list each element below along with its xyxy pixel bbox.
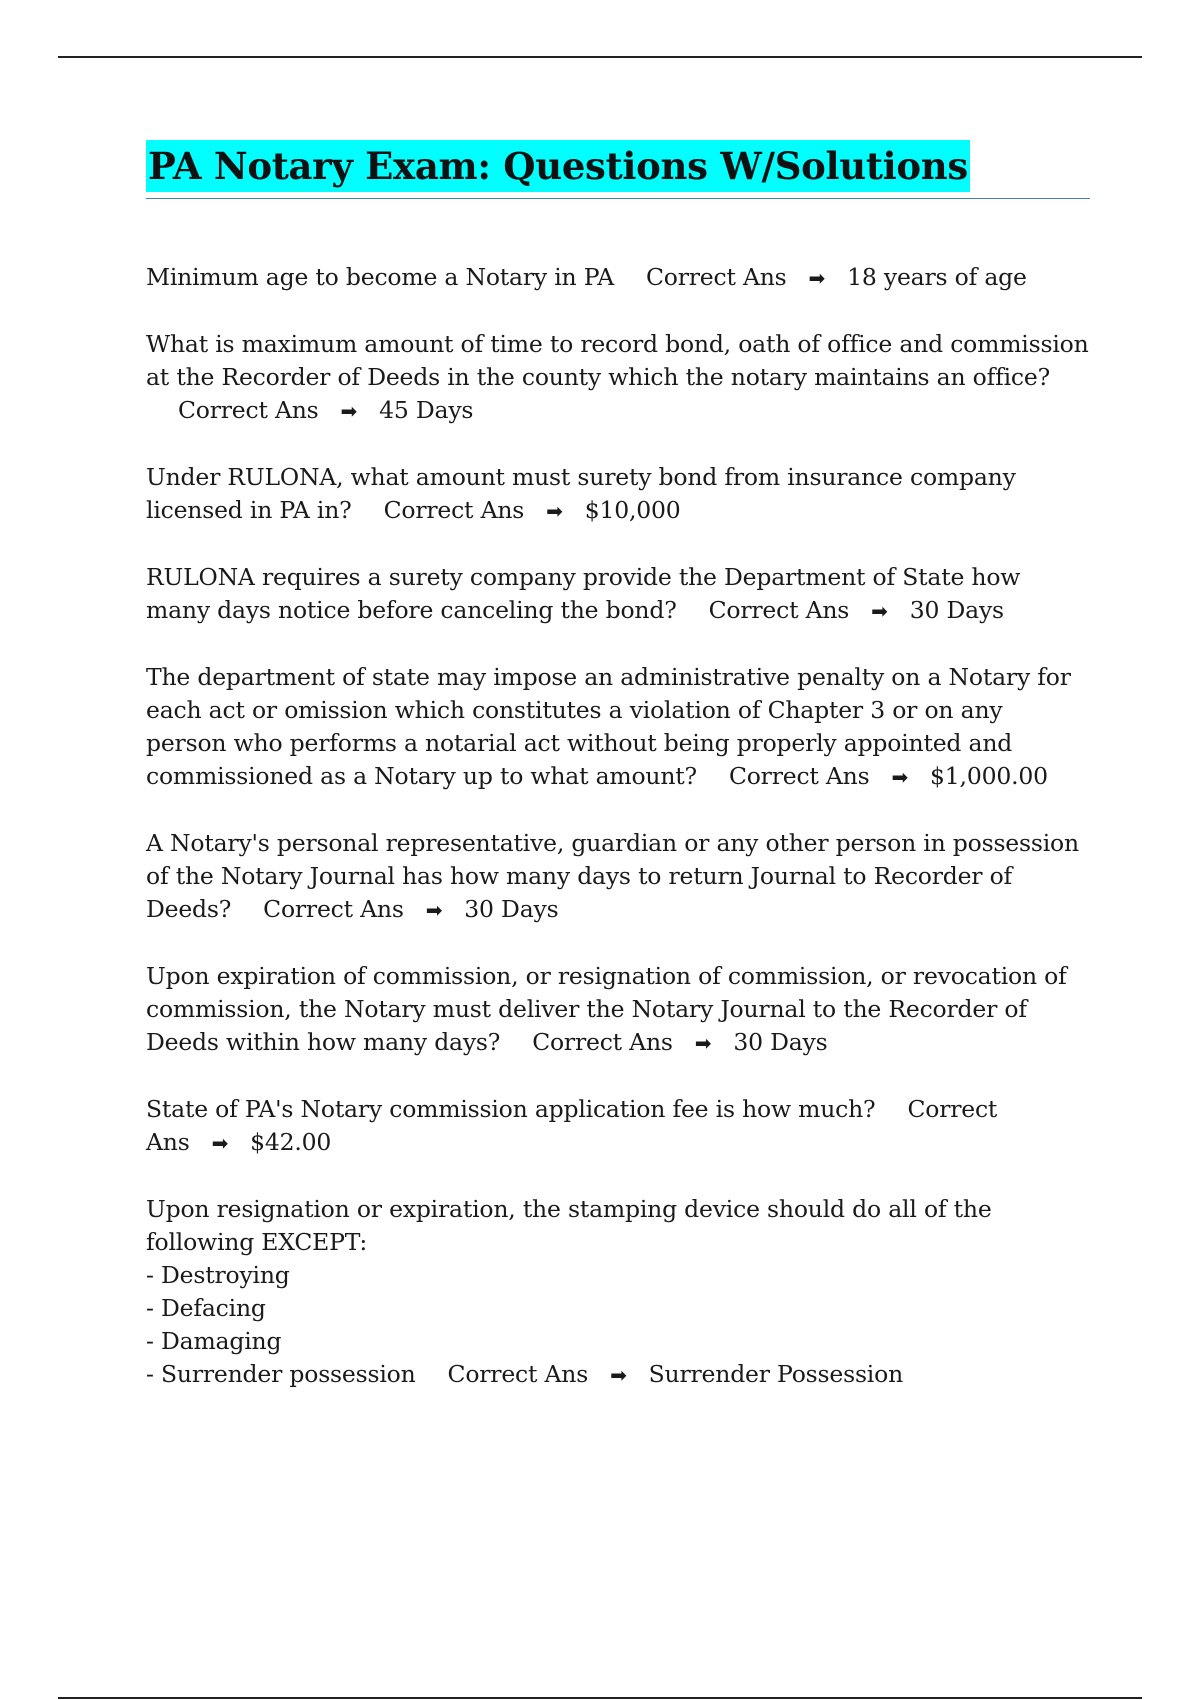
answer-text: 45 Days xyxy=(379,396,474,424)
qa-item xyxy=(146,1193,1090,1392)
title-block xyxy=(146,140,1090,199)
qa-item xyxy=(146,960,1090,1060)
answer-label: Correct Ans xyxy=(263,895,404,923)
arrow-right-icon: ➡ xyxy=(871,599,888,623)
qa-item xyxy=(146,827,1090,927)
qa-item xyxy=(146,1093,1090,1160)
qa-item xyxy=(146,261,1090,295)
question-text: Under RULONA, what amount must surety bond from insurance company licensed in PA in? xyxy=(146,463,1016,524)
question-text: RULONA requires a surety company provide the Department of State how many days notice before canceling the bond? xyxy=(146,563,1021,624)
question-text: What is maximum amount of time to record bond, oath of office and commission at the Recorder of Deeds in the county which the notary maintains an office? xyxy=(146,330,1089,391)
arrow-right-icon: ➡ xyxy=(891,765,909,789)
qa-item xyxy=(146,561,1090,628)
answer-label: Correct Ans xyxy=(178,396,319,424)
arrow-right-icon: ➡ xyxy=(425,898,443,922)
qa-list xyxy=(146,261,1090,1392)
answer-text: $10,000 xyxy=(584,496,681,524)
question-text: Minimum age to become a Notary in PA xyxy=(146,263,614,291)
document-body xyxy=(146,140,1090,1425)
qa-item xyxy=(146,328,1090,428)
answer-text: 18 years of age xyxy=(847,263,1027,291)
page-bottom-rule xyxy=(58,1697,1142,1699)
answer-label: Correct Ans xyxy=(646,263,787,291)
question-text: A Notary's personal representative, guardian or any other person in possession of the Notary Journal has how many days to return Journal to Recorder of Deeds? xyxy=(146,829,1079,923)
answer-label: Correct Ans xyxy=(532,1028,673,1056)
arrow-right-icon: ➡ xyxy=(610,1363,627,1387)
answer-label: Correct Ans xyxy=(383,496,525,524)
answer-text: $1,000.00 xyxy=(930,762,1048,790)
answer-text: Surrender Possession xyxy=(648,1360,904,1388)
answer-text: 30 Days xyxy=(733,1028,828,1056)
question-text: State of PA's Notary commission application fee is how much? xyxy=(146,1095,876,1123)
question-text: The department of state may impose an administrative penalty on a Notary for each act or omission which constitutes a violation of Chapter 3 or on any person who performs a notarial act without being properly appointed and commissioned as a Notary up to what amount? xyxy=(146,663,1071,790)
document-title: PA Notary Exam: Questions W/Solutions xyxy=(146,140,970,192)
answer-text: 30 Days xyxy=(464,895,559,923)
question-text: Upon expiration of commission, or resignation of commission, or revocation of commission, the Notary must deliver the Notary Journal to the Recorder of Deeds within how many days? xyxy=(146,962,1067,1056)
answer-text: $42.00 xyxy=(250,1128,332,1156)
question-text: Upon resignation or expiration, the stamping device should do all of the following EXCEPT: - Destroying - Defacing - Damaging - Surrender possession xyxy=(146,1195,992,1388)
answer-label: Correct Ans xyxy=(708,596,850,624)
page-top-rule xyxy=(58,56,1142,58)
answer-label: Correct Ans xyxy=(728,762,870,790)
arrow-right-icon: ➡ xyxy=(211,1131,229,1155)
answer-label: Correct Ans xyxy=(146,1095,998,1156)
qa-item xyxy=(146,661,1090,794)
arrow-right-icon: ➡ xyxy=(340,399,358,423)
arrow-right-icon: ➡ xyxy=(808,266,826,290)
arrow-right-icon: ➡ xyxy=(546,499,563,523)
arrow-right-icon: ➡ xyxy=(694,1031,712,1055)
answer-label: Correct Ans xyxy=(447,1360,589,1388)
qa-item xyxy=(146,461,1090,528)
answer-text: 30 Days xyxy=(909,596,1004,624)
